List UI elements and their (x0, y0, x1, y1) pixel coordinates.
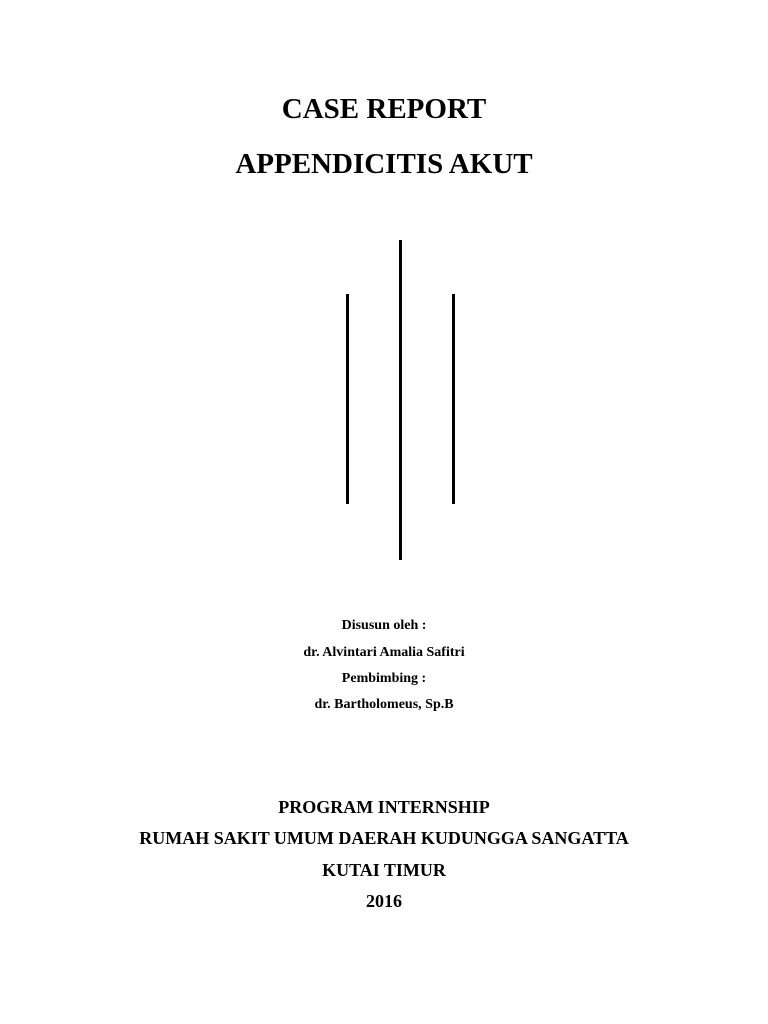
decorative-rule-right (452, 294, 455, 504)
hospital-name: RUMAH SAKIT UMUM DAERAH KUDUNGGA SANGATTA (139, 828, 629, 848)
decorative-rule-center (399, 240, 402, 560)
author-label: Disusun oleh : (341, 618, 427, 633)
report-year: 2016 (366, 891, 402, 911)
advisor-name: dr. Bartholomeus, Sp.B (314, 697, 454, 712)
program-name: PROGRAM INTERNSHIP (278, 797, 490, 817)
report-subject-title: APPENDICITIS AKUT (235, 148, 533, 180)
decorative-rule-left (346, 294, 349, 504)
advisor-label: Pembimbing : (341, 671, 427, 686)
region-name: KUTAI TIMUR (322, 860, 446, 880)
author-name: dr. Alvintari Amalia Safitri (303, 645, 465, 660)
report-type-title: CASE REPORT (281, 93, 487, 125)
